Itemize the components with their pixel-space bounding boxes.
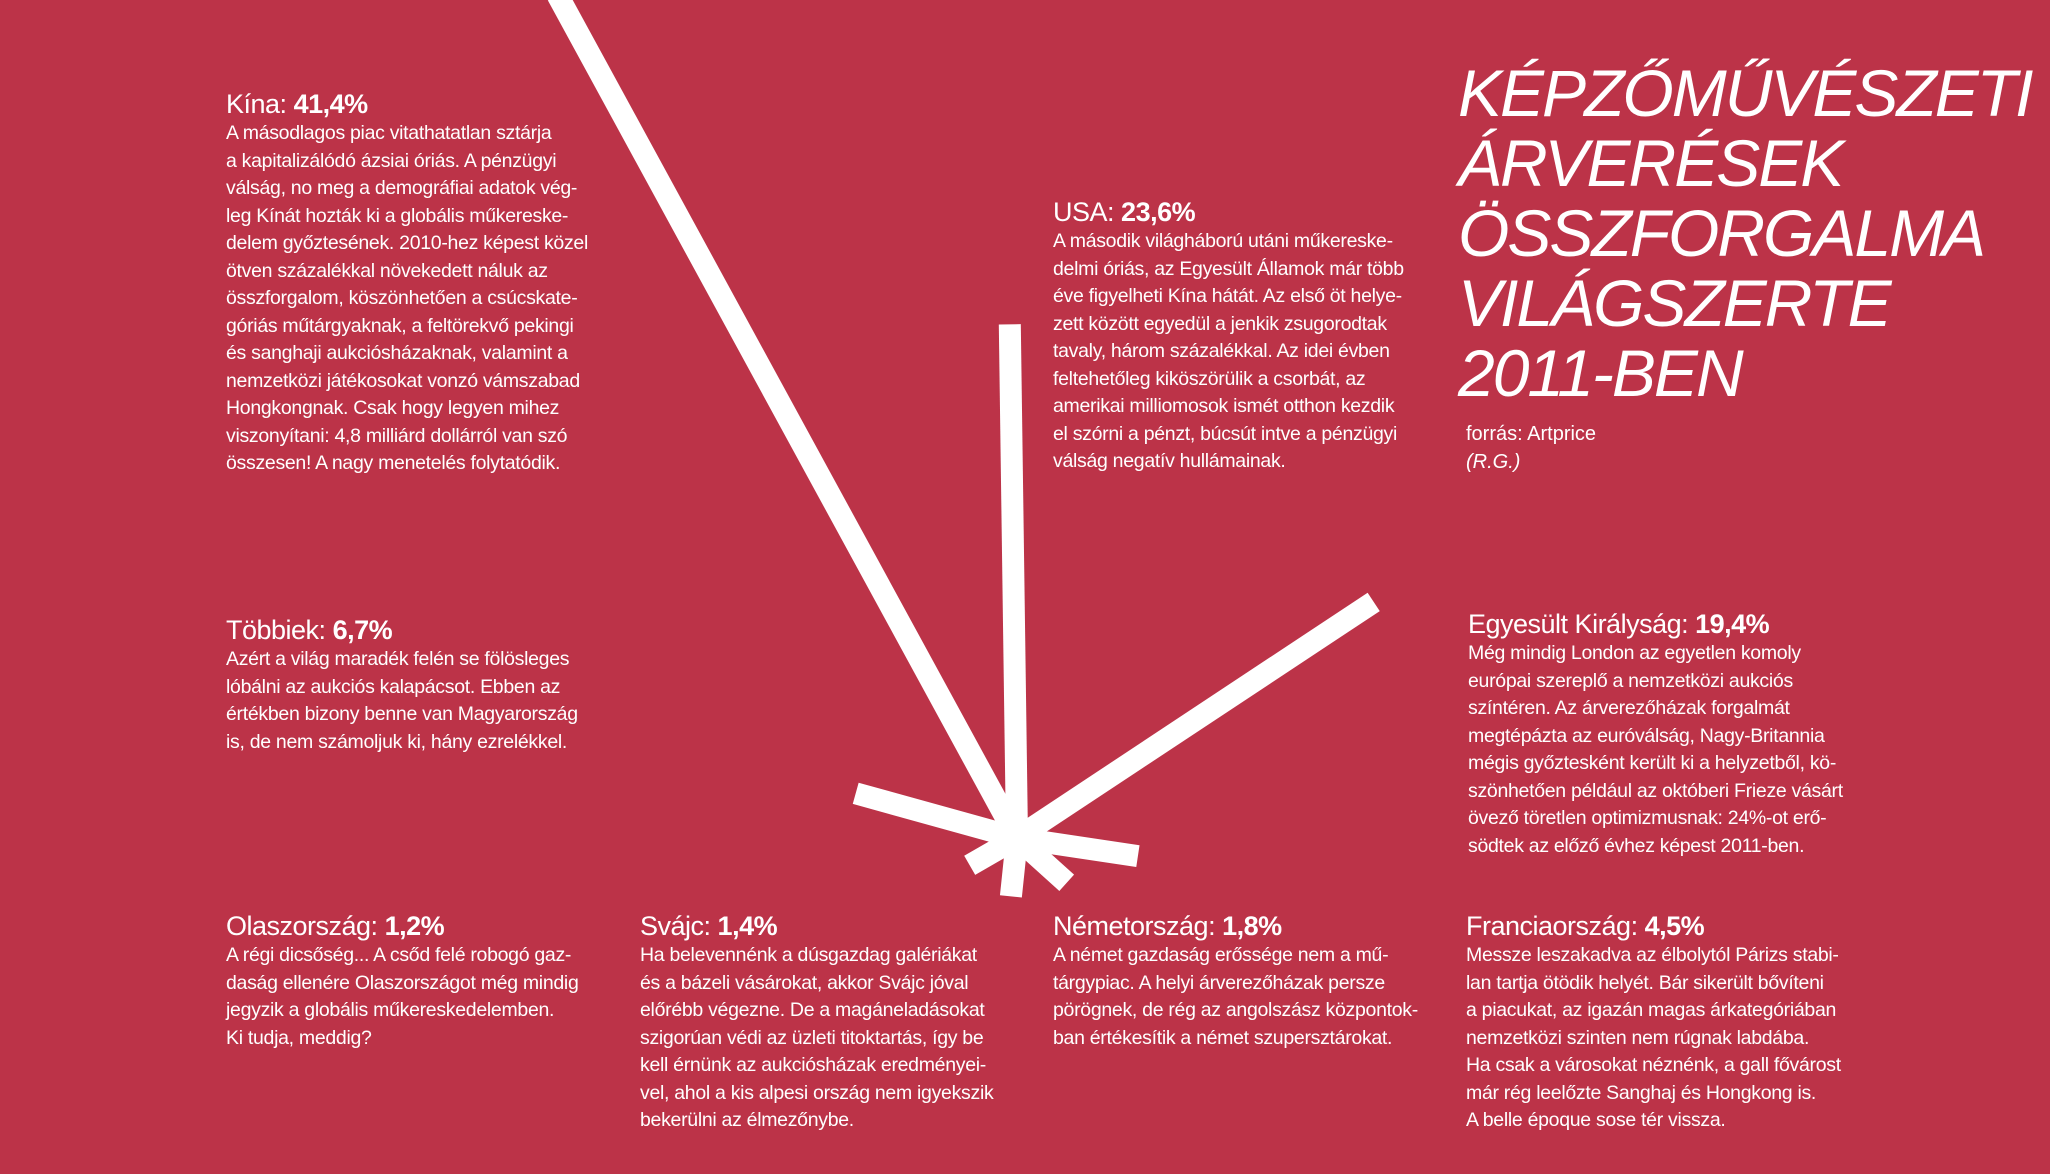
description-line: és a bázeli vásárokat, akkor Svájc jóval (640, 971, 969, 994)
description-line: delem győztesének. 2010-hez képest közel (226, 232, 588, 254)
country-heading (1053, 910, 1418, 942)
source-text: forrás: Artprice (1466, 423, 1597, 445)
country-label: Többiek: (226, 615, 326, 645)
description-line: leg Kínát hozták ki a globális műkereske- (226, 204, 569, 227)
country-label: Svájc: (640, 911, 711, 941)
country-block (226, 910, 579, 1052)
title-line: 2011-BEN (1458, 336, 1742, 410)
country-description (226, 646, 578, 756)
description-line: Hongkongnak. Csak hogy legyen mihez (226, 397, 560, 419)
description-line: pörögnek, de rég az angolszász központok- (1053, 999, 1418, 1021)
ray-usa (1010, 324, 1017, 838)
ray-egyesült-királyság (1017, 602, 1374, 838)
country-percentage: 23,6% (1121, 197, 1196, 227)
description-line: összesen! A nagy menetelés folytatódik. (226, 452, 561, 474)
country-block (226, 88, 588, 478)
description-line: lan tartja ötödik helyét. Bár sikerült bővíteni (1466, 971, 1824, 994)
country-description (1053, 942, 1418, 1052)
description-line: góriás műtárgyaknak, a feltörekvő pekingi (226, 314, 574, 337)
country-heading (1053, 196, 1404, 228)
country-block (1053, 196, 1404, 476)
description-line: szigorúan védi az üzleti titoktartás, így be (640, 1026, 984, 1049)
country-heading (1466, 910, 1841, 942)
description-line: nemzetközi szinten nem rúgnak labdába. (1466, 1026, 1810, 1049)
country-percentage: 1,8% (1222, 911, 1282, 941)
description-line: válság, no meg a demográfiai adatok vég- (226, 177, 578, 199)
country-percentage: 41,4% (293, 89, 368, 119)
author-initials: (R.G.) (1466, 451, 1521, 473)
description-line: megtépázta az euróválság, Nagy-Britannia (1468, 724, 1825, 747)
country-description (1053, 228, 1404, 476)
country-label: Egyesült Királyság: (1468, 609, 1689, 639)
description-line: mégis győztesként került ki a helyzetből, kö- (1468, 752, 1837, 774)
description-line: A német gazdaság erőssége nem a mű- (1053, 944, 1389, 966)
description-line: értékben bizony benne van Magyarország (226, 703, 578, 725)
country-label: USA: (1053, 197, 1115, 227)
description-line: A második világháború utáni műkereske- (1053, 230, 1393, 252)
description-line: Messze leszakadva az élbolytól Párizs stabi- (1466, 944, 1839, 966)
description-line: övező töretlen optimizmusnak: 24%-ot erő- (1468, 807, 1827, 829)
country-block (1053, 910, 1418, 1052)
country-heading (1468, 608, 1843, 640)
title-line: KÉPZŐMŰVÉSZETI (1458, 56, 2032, 130)
description-line: ötven százalékkal növekedett náluk az (226, 259, 548, 282)
description-line: tavaly, három százalékkal. Az idei évben (1053, 340, 1390, 362)
country-percentage: 1,4% (717, 911, 778, 941)
description-line: a piacukat, az igazán magas árkategóriában (1466, 999, 1837, 1021)
country-percentage: 6,7% (332, 615, 393, 645)
description-line: A másodlagos piac vitathatatlan sztárja (226, 122, 552, 144)
country-percentage: 1,2% (384, 911, 445, 941)
title-line: ÁRVERÉSEK (1458, 126, 1843, 200)
country-block (226, 614, 578, 756)
source-credit (1466, 420, 1596, 476)
description-line: éve figyelheti Kína hátát. Az első öt helye- (1053, 285, 1402, 307)
description-line: delmi óriás, az Egyesült Államok már több (1053, 257, 1404, 280)
description-line: el szórni a pénzt, búcsút intve a pénzügyi (1053, 422, 1398, 445)
country-percentage: 4,5% (1644, 911, 1705, 941)
description-line: A régi dicsőség... A csőd felé robogó gaz- (226, 944, 572, 966)
country-description (640, 942, 993, 1135)
description-line: vel, ahol a kis alpesi ország nem igyekszik (640, 1081, 994, 1104)
description-line: Ha csak a városokat néznénk, a gall fővárost (1466, 1054, 1841, 1076)
country-label: Franciaország: (1466, 911, 1638, 941)
country-label: Németország: (1053, 911, 1216, 941)
description-line: összforgalom, köszönhetően a csúcskate- (226, 287, 578, 309)
description-line: kell érnünk az aukciósházak eredményei- (640, 1054, 986, 1076)
description-line: nemzetközi játékosokat vonzó vámszabad (226, 369, 580, 392)
country-description (1466, 942, 1841, 1135)
country-description (226, 942, 579, 1052)
description-line: södtek az előző évhez képest 2011-ben. (1468, 834, 1805, 857)
description-line: szönhetően például az októberi Frieze vásárt (1468, 779, 1843, 802)
country-heading (226, 88, 588, 120)
description-line: zett között egyedül a jenkik zsugorodtak (1053, 312, 1387, 335)
description-line: Azért a világ maradék felén se fölösleges (226, 648, 570, 670)
country-label: Olaszország: (226, 911, 378, 941)
title-line: VILÁGSZERTE (1458, 266, 1890, 340)
description-line: jegyzik a globális műkereskedelemben. (226, 999, 555, 1021)
country-block (1468, 608, 1843, 860)
description-line: daság ellenére Olaszországot még mindig (226, 971, 579, 994)
description-line: válság negatív hullámainak. (1053, 450, 1286, 472)
description-line: már rég leelőzte Sanghaj és Hongkong is. (1466, 1081, 1817, 1104)
country-block (1466, 910, 1841, 1135)
description-line: és sanghaji aukciósházaknak, valamint a (226, 342, 568, 364)
description-line: is, de nem számoljuk ki, hány ezrelékkel. (226, 730, 568, 753)
description-line: feltehetőleg kiköszörülik a csorbát, az (1053, 367, 1366, 390)
ray-kína (558, 0, 1018, 838)
description-line: Még mindig London az egyetlen komoly (1468, 642, 1801, 664)
description-line: európai szereplő a nemzetközi aukciós (1468, 669, 1793, 692)
country-heading (226, 910, 579, 942)
country-label: Kína: (226, 89, 287, 119)
description-line: előrébb végezne. De a magáneladásokat (640, 999, 985, 1021)
country-percentage: 19,4% (1695, 609, 1770, 639)
country-description (226, 120, 588, 478)
description-line: bekerülni az élmezőnybe. (640, 1109, 854, 1131)
description-line: tárgypiac. A helyi árverezőházak persze (1053, 971, 1385, 994)
description-line: lóbálni az aukciós kalapácsot. Ebben az (226, 675, 561, 698)
chart-title (1458, 58, 2031, 408)
title-line: ÖSSZFORGALMA (1458, 196, 1985, 270)
description-line: ban értékesítik a német szupersztárokat. (1053, 1026, 1393, 1049)
description-line: A belle époque sose tér vissza. (1466, 1109, 1726, 1131)
description-line: a kapitalizálódó ázsiai óriás. A pénzügyi (226, 149, 557, 172)
description-line: amerikai milliomosok ismét otthon kezdik (1053, 395, 1395, 417)
country-block (640, 910, 993, 1135)
country-description (1468, 640, 1843, 860)
description-line: viszonyítani: 4,8 milliárd dollárról van szó (226, 424, 568, 447)
description-line: Ki tudja, meddig? (226, 1026, 372, 1049)
country-heading (640, 910, 993, 942)
description-line: Ha belevennénk a dúsgazdag galériákat (640, 944, 977, 966)
country-heading (226, 614, 578, 646)
description-line: színtéren. Az árverezőházak forgalmát (1468, 697, 1790, 719)
